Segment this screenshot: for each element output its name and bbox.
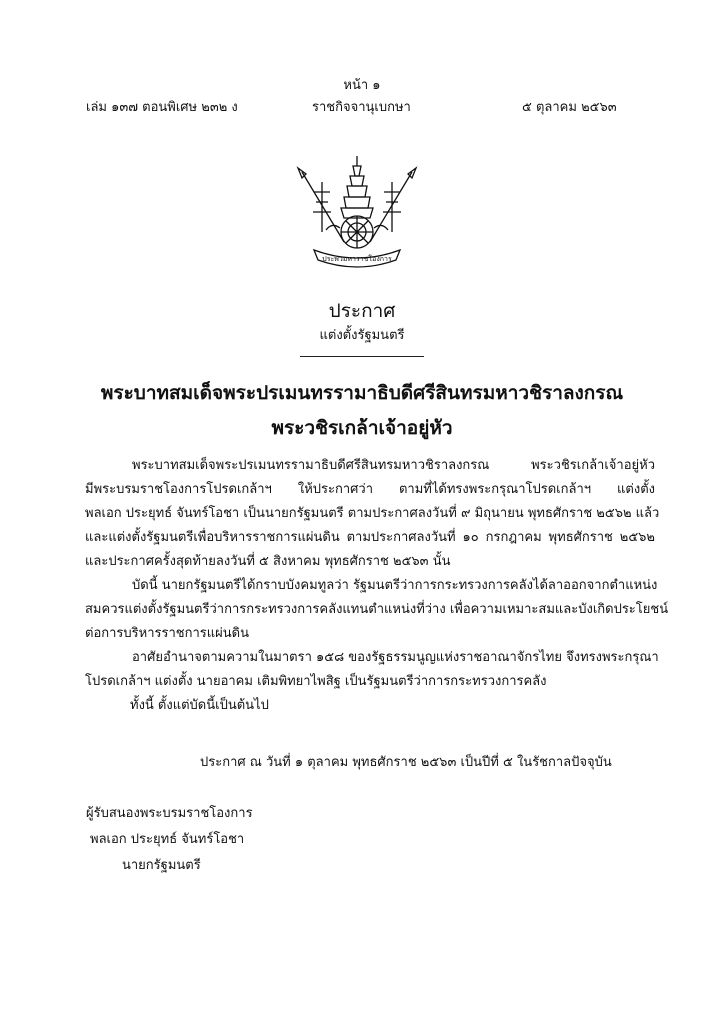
countersign-position: นายกรัฐมนตรี xyxy=(122,858,201,873)
royal-seal-emblem xyxy=(292,152,422,270)
gazette-volume: เล่ม ๑๓๗ ตอนพิเศษ ๒๓๒ ง xyxy=(86,100,238,115)
king-name-line-1: พระบาทสมเด็จพระปรเมนทรรามาธิบดีศรีสินทรมหาวชิราลงกรณ xyxy=(100,382,624,404)
body-line: พระบาทสมเด็จพระปรเมนทรรามาธิบดีศรีสินทรมหาวชิราลงกรณ พระวชิรเกล้าเจ้าอยู่หัว xyxy=(132,458,655,473)
body-line: สมควรแต่งตั้งรัฐมนตรีว่าการกระทรวงการคลังแทนตำแหน่งที่ว่าง เพื่อความเหมาะสมและบังเกิดประโยชน์ xyxy=(85,602,669,617)
countersign-heading: ผู้รับสนองพระบรมราชโองการ xyxy=(86,806,253,821)
svg-text:ประพวมหาราชโองการ: ประพวมหาราชโองการ xyxy=(322,255,392,263)
body-line: อาศัยอำนาจตามความในมาตรา ๑๕๘ ของรัฐธรรมนูญแห่งราชอาณาจักรไทย จึงทรงพระกรุณา xyxy=(132,650,659,665)
body-line: บัดนี้ นายกรัฐมนตรีได้กราบบังคมทูลว่า รัฐมนตรีว่าการกระทรวงการคลังได้ลาออกจากตำแหน่ง xyxy=(132,578,658,593)
given-date: ประกาศ ณ วันที่ ๑ ตุลาคม พุทธศักราช ๒๕๖๓ เป็นปีที่ ๕ ในรัชกาลปัจจุบัน xyxy=(200,755,612,770)
king-name-line-2: พระวชิรเกล้าเจ้าอยู่หัว xyxy=(271,417,453,439)
page-number: หน้า ๑ xyxy=(343,78,381,93)
gazette-name: ราชกิจจานุเบกษา xyxy=(312,100,411,115)
body-line: และประกาศครั้งสุดท้ายลงวันที่ ๕ สิงหาคม พุทธศักราช ๒๕๖๓ นั้น xyxy=(85,554,451,569)
body-line: พลเอก ประยุทธ์ จันทร์โอชา เป็นนายกรัฐมนตรี ตามประกาศลงวันที่ ๙ มิถุนายน พุทธศักราช ๒๕๖๒ แล้ว xyxy=(85,506,660,521)
body-line: มีพระบรมราชโองการโปรดเกล้าฯ ให้ประกาศว่า ตามที่ได้ทรงพระกรุณาโปรดเกล้าฯ แต่งตั้ง xyxy=(85,482,655,497)
title-divider xyxy=(300,356,424,357)
body-line: ต่อการบริหารราชการแผ่นดิน xyxy=(85,626,249,641)
announcement-subtitle: แต่งตั้งรัฐมนตรี xyxy=(319,328,405,343)
gazette-date: ๕ ตุลาคม ๒๕๖๓ xyxy=(522,100,617,115)
body-line: และแต่งตั้งรัฐมนตรีเพื่อบริหารราชการแผ่นดิน ตามประกาศลงวันที่ ๑๐ กรกฎาคม พุทธศักราช ๒๕๖๒ xyxy=(85,530,655,545)
body-line: ทั้งนี้ ตั้งแต่บัดนี้เป็นต้นไป xyxy=(130,698,269,713)
announcement-title: ประกาศ xyxy=(328,300,396,322)
countersign-name: พลเอก ประยุทธ์ จันทร์โอชา xyxy=(90,832,245,847)
body-line: โปรดเกล้าฯ แต่งตั้ง นายอาคม เติมพิทยาไพสิฐ เป็นรัฐมนตรีว่าการกระทรวงการคลัง xyxy=(85,674,547,689)
